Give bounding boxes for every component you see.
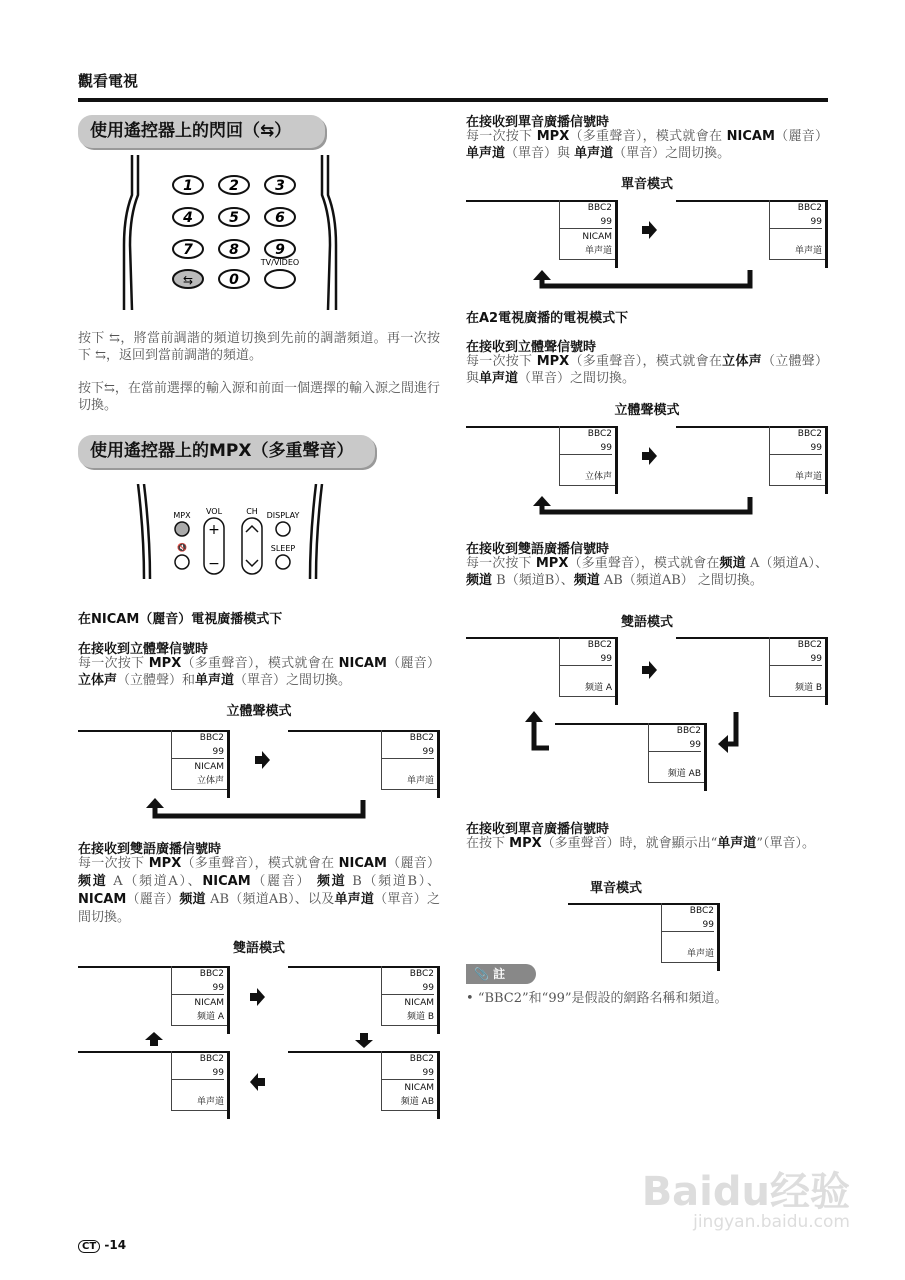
osd-line: [172, 1081, 224, 1095]
key-label: 2: [229, 178, 239, 194]
body-text: （單音）之間切換。: [234, 673, 352, 688]
osd-line: BBC2: [689, 906, 714, 916]
emphasis-text: 频道: [179, 892, 206, 907]
osd-line: BBC2: [199, 1054, 224, 1064]
osd-box: [171, 1051, 227, 1111]
osd-box: [661, 903, 717, 963]
tv-screen-display: [676, 637, 828, 705]
arrow-left-icon: [250, 1073, 265, 1091]
a2-bilingual-title: 在接收到雙語廣播信號時: [466, 542, 610, 557]
osd-box: [381, 730, 437, 790]
screen-edge: [437, 966, 440, 1034]
body-text: A（頻道A）、: [107, 874, 203, 889]
tv-screen-display: [78, 966, 230, 1034]
mono-nicam-para: [466, 128, 828, 162]
screen-edge: [615, 426, 618, 494]
emphasis-text: 立体声: [78, 673, 118, 688]
remote-keypad-illustration: [120, 155, 340, 315]
emphasis-text: 单声道: [466, 146, 506, 161]
key-label: 0: [229, 272, 239, 288]
return-arrow-icon: [542, 497, 750, 512]
osd-line: 99: [212, 983, 224, 993]
osd-box: [559, 426, 615, 486]
chart-title: 單音模式: [589, 881, 642, 896]
body-text: 按下 ⇆，將當前調諧的頻道切換到先前的調諧頻道。再一次按下 ⇆，返回到當前調諧的頻道。: [78, 331, 440, 363]
arrow-up-icon: [145, 1032, 163, 1046]
emphasis-text: 频道: [719, 556, 746, 571]
osd-line: 99: [702, 920, 714, 930]
osd-line: BBC2: [409, 733, 434, 743]
emphasis-text: NICAM: [338, 656, 387, 671]
remote-mpx-illustration: [130, 484, 330, 579]
vol-label: VOL: [205, 507, 223, 516]
nicam-heading: 在NICAM（麗音）電視廣播模式下: [78, 612, 283, 627]
body-text: （多重聲音），模式就會在: [181, 656, 339, 671]
osd-line: BBC2: [797, 429, 822, 439]
arrow-up-icon: [533, 270, 551, 280]
body-text: （多重聲音），模式就會在: [569, 129, 727, 144]
body-text: 在按下: [466, 836, 510, 851]
osd-line: 99: [600, 217, 612, 227]
osd-line: 99: [810, 443, 822, 453]
osd-line: 单声道: [584, 246, 612, 256]
key-label: 3: [275, 178, 285, 194]
key-label: 7: [183, 242, 193, 258]
mute-icon: 🔇: [177, 543, 187, 552]
osd-line: [770, 456, 822, 470]
body-text: ”（單音）。: [756, 836, 815, 851]
tv-screen-display: [555, 723, 707, 791]
osd-line: NICAM: [404, 1083, 434, 1093]
key-label: 9: [275, 242, 285, 258]
body-text: （多重聲音），模式就會在: [568, 556, 720, 571]
body-text: （麗音）: [774, 129, 828, 144]
tv-screen-display: [78, 730, 230, 798]
osd-line: BBC2: [676, 726, 701, 736]
osd-line: 99: [600, 443, 612, 453]
body-text: AB（頻道AB）、以及: [205, 892, 335, 907]
key-label: 1: [183, 178, 193, 194]
section-title-flashback: 使用遙控器上的閃回（⇆）: [78, 115, 325, 148]
emphasis-text: 单声道: [334, 892, 375, 907]
a2-stereo-title: 在接收到立體聲信號時: [466, 340, 597, 355]
osd-line: [770, 667, 822, 681]
body-text: （多重聲音）時，就會顯示出“: [541, 836, 718, 851]
osd-line: 单声道: [794, 472, 822, 482]
note-item: • “BBC2”和“99”是假設的網路名稱和頻道。: [466, 991, 728, 1006]
body-text: （麗音）: [386, 656, 440, 671]
osd-line: NICAM: [582, 232, 612, 242]
osd-line: NICAM: [404, 998, 434, 1008]
arrow-right-icon: [642, 447, 657, 465]
emphasis-text: NICAM: [202, 874, 251, 889]
screen-edge: [437, 730, 440, 798]
osd-box: [559, 637, 615, 697]
a2-mono-para: [466, 835, 828, 852]
return-arrow-icon: [726, 712, 736, 744]
section-title-mpx: 使用遙控器上的MPX（多重聲音）: [78, 435, 375, 468]
osd-line: 频道 AB: [400, 1097, 434, 1107]
osd-box: [381, 1051, 437, 1111]
osd-line: 频道 B: [406, 1012, 434, 1022]
osd-line: 99: [212, 747, 224, 757]
osd-line: [662, 933, 714, 947]
osd-line: BBC2: [199, 969, 224, 979]
osd-line: BBC2: [797, 203, 822, 213]
plus-icon: +: [208, 522, 220, 538]
a2-stereo-para: [466, 353, 828, 387]
page-header: 觀看電視: [78, 72, 139, 90]
a2-mono-title: 在接收到單音廣播信號時: [466, 822, 610, 837]
body-text: （立體聲）和: [117, 673, 196, 688]
body-text: （立體聲）與: [466, 354, 828, 386]
osd-box: [769, 426, 825, 486]
osd-line: 99: [810, 217, 822, 227]
osd-line: BBC2: [409, 969, 434, 979]
emphasis-text: 单声道: [195, 673, 235, 688]
tv-screen-display: [676, 200, 828, 268]
osd-box: [171, 730, 227, 790]
screen-edge: [615, 200, 618, 268]
emphasis-text: MPX: [509, 836, 542, 851]
region-badge: CT: [78, 1240, 100, 1253]
body-text: AB（頻道AB） 之間切換。: [599, 573, 763, 588]
osd-line: NICAM: [194, 998, 224, 1008]
emphasis-text: NICAM: [338, 856, 387, 871]
key-label: 5: [229, 210, 239, 226]
emphasis-text: MPX: [536, 129, 570, 144]
osd-line: [770, 230, 822, 244]
emphasis-text: 单声道: [574, 146, 614, 161]
note-label: 註: [493, 967, 506, 981]
page-number: [78, 1238, 126, 1253]
flashback-icon: ⇆: [182, 273, 194, 287]
body-text: （多重聲音），模式就會在: [569, 354, 723, 369]
osd-line: BBC2: [409, 1054, 434, 1064]
osd-line: 单声道: [406, 776, 434, 786]
chart-title: 雙語模式: [620, 615, 673, 630]
osd-line: 99: [422, 747, 434, 757]
body-text: 按下⇆，在當前選擇的輸入源和前面一個選擇的輸入源之間進行切換。: [78, 381, 440, 413]
osd-line: 立体声: [584, 472, 612, 482]
screen-edge: [717, 903, 720, 971]
mpx-button[interactable]: [175, 522, 189, 536]
key-label: 6: [275, 210, 285, 226]
emphasis-text: 频道: [466, 573, 493, 588]
osd-line: 99: [810, 654, 822, 664]
osd-line: NICAM: [194, 762, 224, 772]
return-arrow-icon: [155, 800, 363, 816]
return-arrow-icon: [534, 720, 549, 748]
osd-line: BBC2: [587, 640, 612, 650]
osd-box: [171, 966, 227, 1026]
a2-bilingual-para: [466, 555, 828, 589]
screen-edge: [704, 723, 707, 791]
emphasis-text: 单声道: [479, 371, 519, 386]
arrow-up-icon: [533, 496, 551, 506]
tv-screen-display: [568, 903, 720, 971]
osd-box: [559, 200, 615, 260]
body-text: （單音）之間切換。: [78, 892, 440, 925]
emphasis-text: MPX: [148, 656, 182, 671]
body-text: 每一次按下: [466, 556, 536, 571]
tv-screen-display: [288, 966, 440, 1034]
osd-line: BBC2: [587, 429, 612, 439]
header-rule: [78, 98, 828, 102]
flashback-para-1: [78, 330, 440, 364]
watermark-url: jingyan.baidu.com: [693, 1212, 850, 1232]
screen-edge: [615, 637, 618, 705]
return-arrow-icon: [542, 270, 750, 286]
osd-line: 单声道: [794, 246, 822, 256]
body-text: （單音）之間切換。: [518, 371, 636, 386]
body-text: 每一次按下: [78, 856, 149, 871]
body-text: （麗音）: [250, 874, 317, 889]
paperclip-icon: 📎: [474, 967, 494, 981]
emphasis-text: 频道: [573, 573, 600, 588]
tv-screen-display: [288, 1051, 440, 1119]
screen-edge: [227, 966, 230, 1034]
emphasis-text: 立体声: [722, 354, 762, 369]
body-text: 每一次按下: [466, 129, 537, 144]
screen-edge: [825, 200, 828, 268]
osd-box: [381, 966, 437, 1026]
osd-line: BBC2: [587, 203, 612, 213]
osd-line: [382, 760, 434, 774]
tv-screen-display: [466, 200, 618, 268]
tv-screen-display: [676, 426, 828, 494]
osd-line: 99: [689, 740, 701, 750]
osd-box: [769, 200, 825, 260]
key-label: 8: [229, 242, 239, 258]
body-text: B（頻道B）、: [346, 874, 440, 889]
osd-line: [649, 753, 701, 767]
arrow-right-icon: [250, 988, 265, 1006]
osd-line: BBC2: [797, 640, 822, 650]
emphasis-text: MPX: [536, 354, 570, 369]
mono-nicam-title: 在接收到單音廣播信號時: [466, 115, 610, 130]
body-text: （麗音）: [386, 856, 440, 871]
osd-box: [769, 637, 825, 697]
chart-title: 立體聲模式: [226, 704, 292, 719]
tv-screen-display: [466, 426, 618, 494]
osd-line: 单声道: [686, 949, 714, 959]
arrow-right-icon: [642, 221, 657, 239]
body-text: 每一次按下: [466, 354, 537, 369]
osd-line: 频道 A: [584, 683, 612, 693]
display-label: DISPLAY: [266, 511, 300, 520]
osd-line: [560, 456, 612, 470]
osd-line: [560, 667, 612, 681]
nicam-bilingual-title: 在接收到雙語廣播信號時: [78, 842, 222, 857]
emphasis-text: 频道: [78, 874, 108, 889]
display-button[interactable]: [276, 522, 290, 536]
body-text: 每一次按下: [78, 656, 149, 671]
osd-line: 99: [600, 654, 612, 664]
tv-screen-display: [466, 637, 618, 705]
nicam-bilingual-para: [78, 855, 440, 927]
screen-edge: [227, 1051, 230, 1119]
chart-title: 單音模式: [620, 177, 673, 192]
chart-title: 立體聲模式: [614, 403, 680, 418]
body-text: （多重聲音），模式就會在: [181, 856, 339, 871]
sleep-label: SLEEP: [270, 544, 296, 553]
emphasis-text: NICAM: [726, 129, 775, 144]
note-badge: [466, 964, 536, 984]
tv-video-label: TV/VIDEO: [260, 258, 300, 267]
osd-line: 频道 A: [196, 1012, 224, 1022]
arrow-down-icon: [355, 1033, 373, 1048]
emphasis-text: 频道: [316, 874, 347, 889]
arrow-right-icon: [255, 751, 270, 769]
body-text: B（頻道B）、: [492, 573, 574, 588]
page-num: -14: [104, 1238, 127, 1252]
tv-screen-display: [78, 1051, 230, 1119]
osd-line: BBC2: [199, 733, 224, 743]
mpx-label: MPX: [173, 511, 191, 520]
body-text: （單音）之間切換。: [613, 146, 731, 161]
note-text: “BBC2”和“99”是假設的網路名稱和頻道。: [477, 991, 728, 1006]
osd-line: 频道 B: [794, 683, 822, 693]
screen-edge: [825, 426, 828, 494]
key-label: 4: [183, 210, 193, 226]
screen-edge: [437, 1051, 440, 1119]
sleep-button[interactable]: [276, 555, 290, 569]
emphasis-text: MPX: [535, 556, 569, 571]
ch-label: CH: [246, 507, 258, 516]
flashback-para-2: [78, 380, 440, 414]
watermark-logo: Baidu经验: [641, 1169, 850, 1215]
nicam-stereo-para: [78, 655, 440, 689]
arrow-right-icon: [642, 661, 657, 679]
osd-box: [648, 723, 704, 783]
tv-screen-display: [288, 730, 440, 798]
osd-line: 频道 AB: [667, 769, 701, 779]
screen-edge: [825, 637, 828, 705]
tv-video-key[interactable]: [265, 270, 295, 288]
body-text: （麗音）: [126, 892, 180, 907]
a2-heading: 在A2電視廣播的電視模式下: [466, 311, 629, 326]
emphasis-text: NICAM: [78, 892, 127, 907]
chart-title: 雙語模式: [232, 941, 285, 956]
emphasis-text: MPX: [148, 856, 182, 871]
osd-line: 99: [422, 1068, 434, 1078]
body-text: A（頻道A）、: [745, 556, 828, 571]
nicam-stereo-title: 在接收到立體聲信號時: [78, 642, 209, 657]
arrow-up-icon: [146, 798, 164, 808]
minus-icon: −: [208, 556, 220, 572]
emphasis-text: 单声道: [717, 836, 757, 851]
osd-line: 99: [212, 1068, 224, 1078]
body-text: （單音）與: [505, 146, 575, 161]
screen-edge: [227, 730, 230, 798]
osd-line: 立体声: [196, 776, 224, 786]
osd-line: 单声道: [196, 1097, 224, 1107]
osd-line: 99: [422, 983, 434, 993]
mute-button[interactable]: [175, 555, 189, 569]
